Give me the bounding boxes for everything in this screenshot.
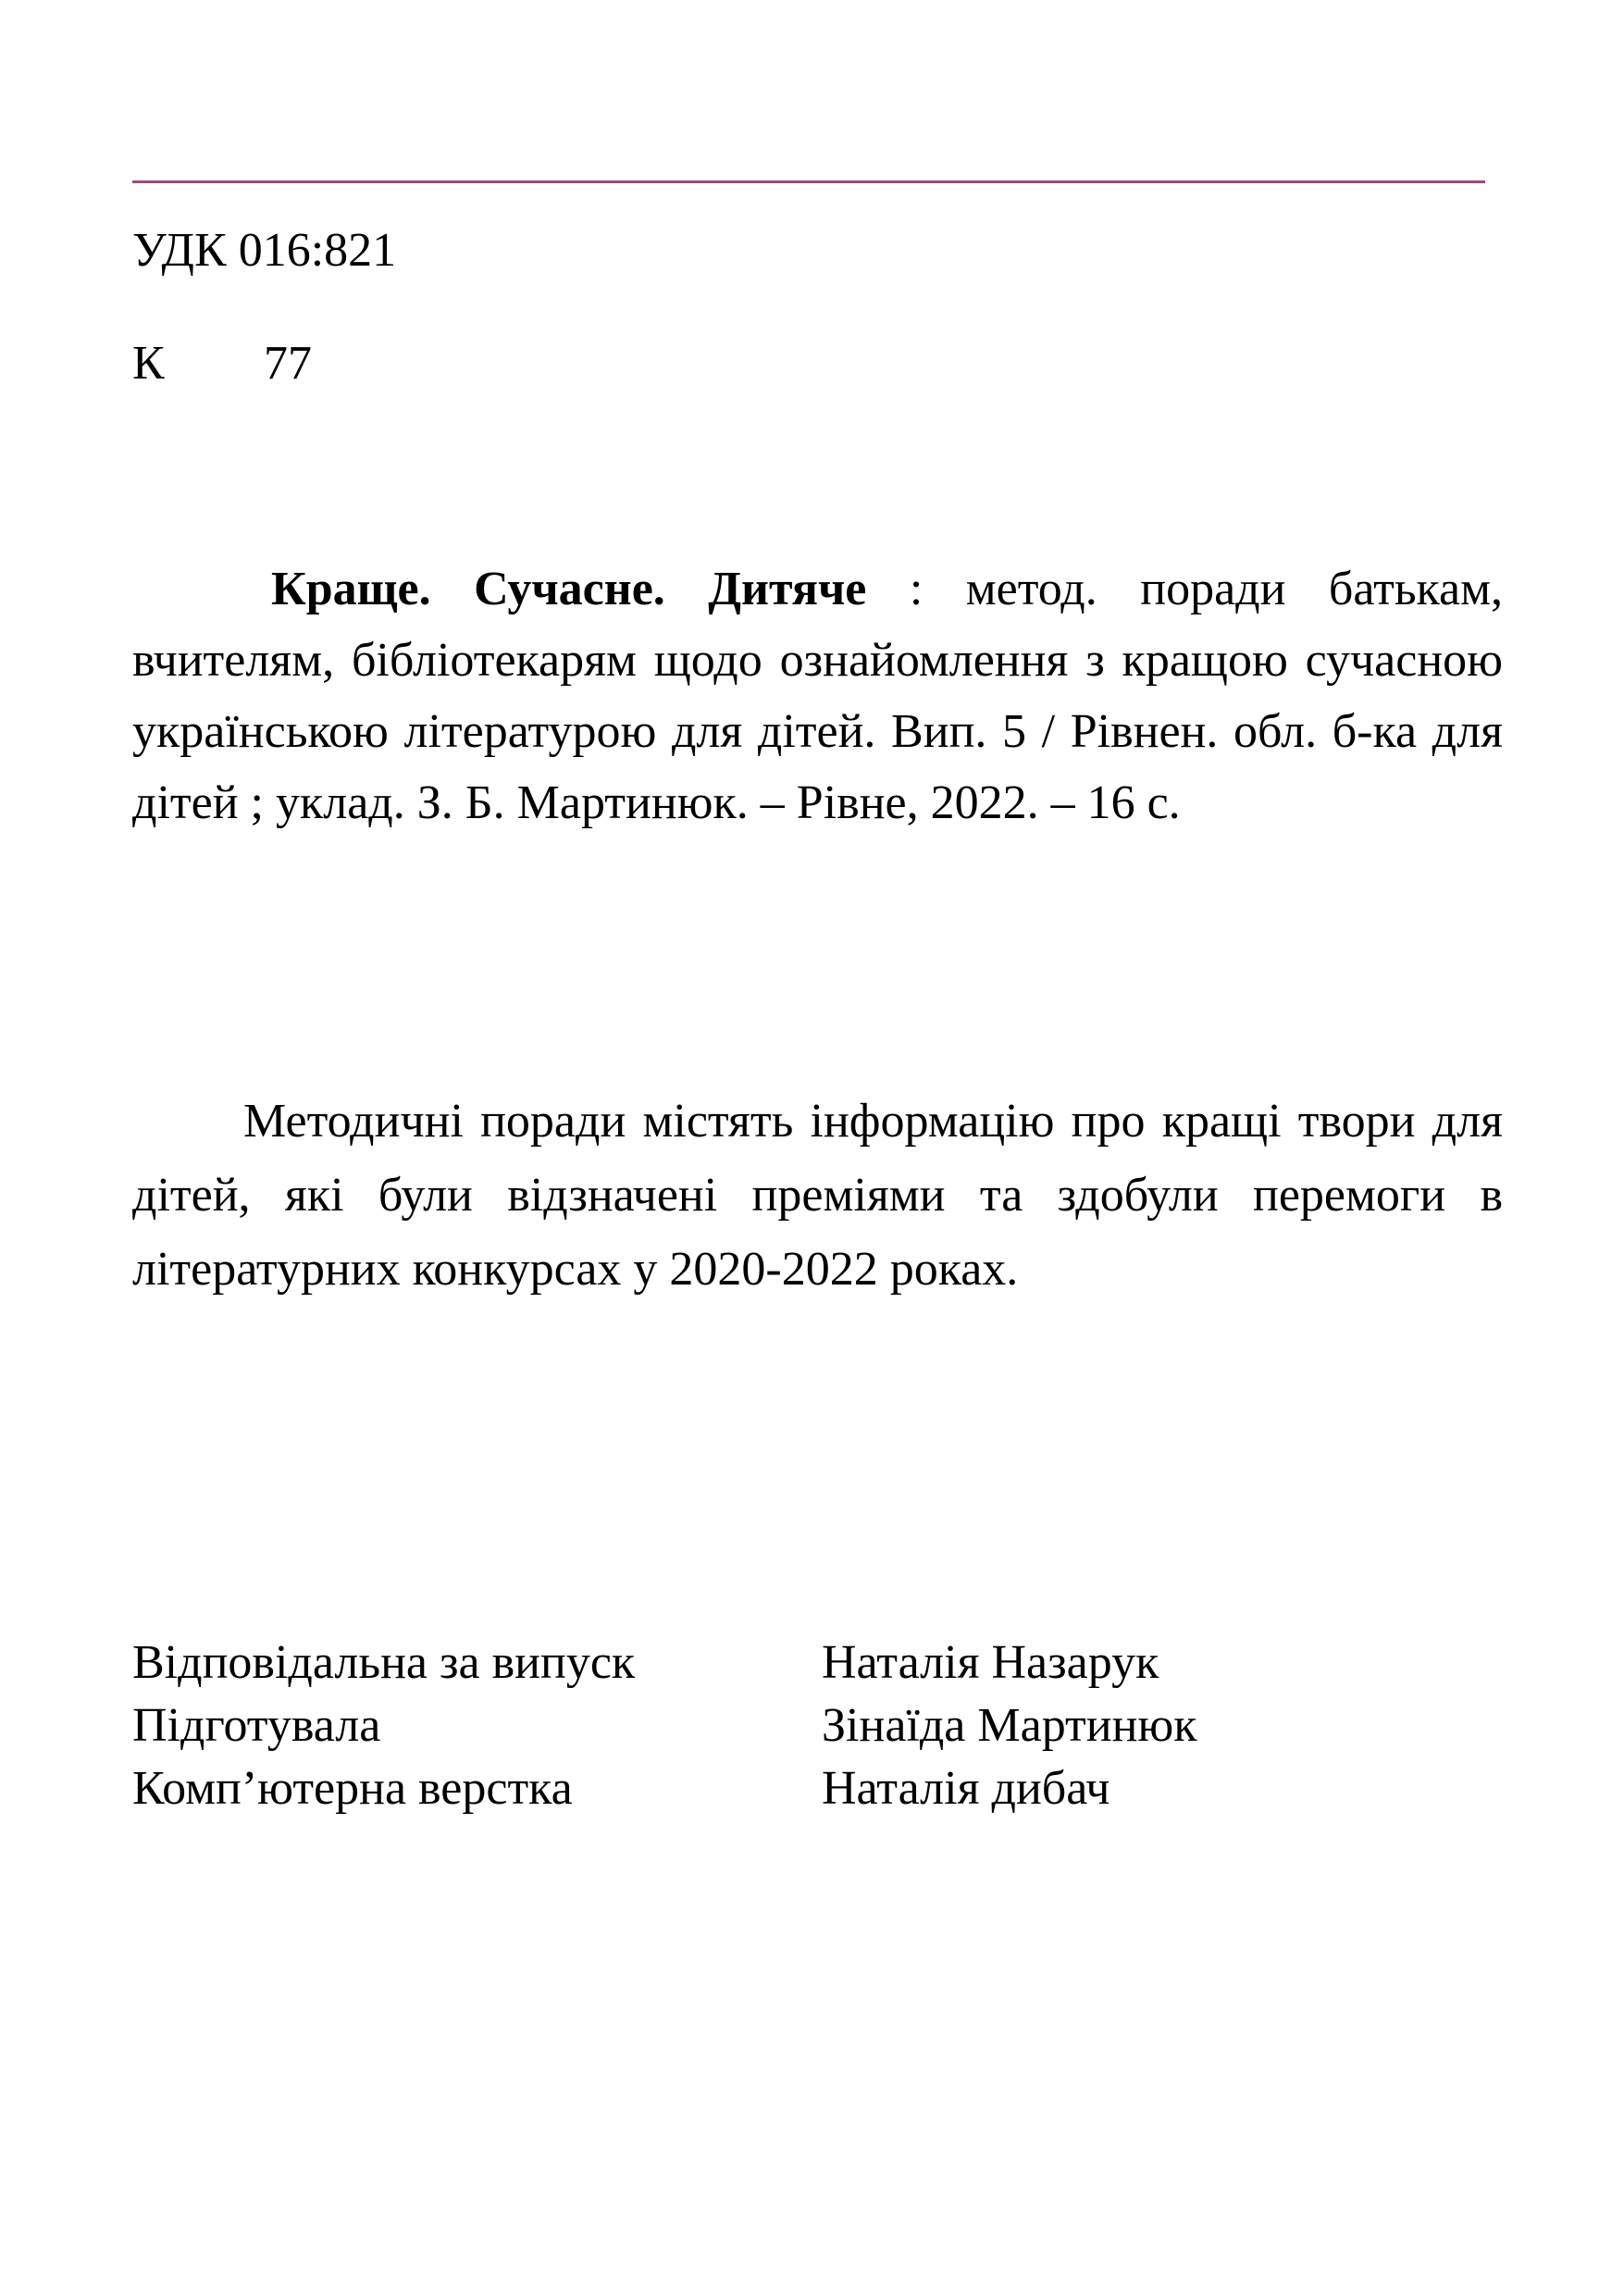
credit-name: Наталія дибач [822, 1762, 1110, 1815]
credit-name: Зінаїда Мартинюк [822, 1699, 1197, 1752]
publication-description: : метод. поради батькам, вчителям, бібліотекарям щодо ознайомлення з кращою сучасною українською літературою для дітей. Вип. 5 / Рівнен. обл. б-ка для дітей ; уклад. З. Б. Мартинюк. – Рівне, 2022. – 16 с. [132, 563, 1503, 829]
author-mark-number: 77 [264, 337, 312, 390]
credit-row [132, 1757, 1197, 1820]
bibliographic-record [132, 553, 1503, 838]
author-mark [132, 335, 312, 392]
credits-block [132, 1632, 1197, 1820]
annotation-paragraph: Методичні поради містять інформацію про кращі твори для дітей, які були відзначені преміями та здобули перемоги в літературних конкурсах у 2020-2022 роках. [132, 1095, 1503, 1296]
author-mark-letter: К [132, 337, 165, 390]
credit-row [132, 1694, 1197, 1757]
credit-role: Комп’ютерна верстка [132, 1762, 573, 1815]
udk-code: УДК 016:821 [132, 224, 397, 277]
credit-row [132, 1632, 1197, 1694]
top-divider-rule [132, 180, 1485, 183]
credit-name: Наталія Назарук [822, 1636, 1159, 1689]
publication-title: Краще. Сучасне. Дитяче [271, 563, 867, 615]
credit-role: Підготувала [132, 1699, 381, 1752]
credit-role: Відповідальна за випуск [132, 1636, 636, 1689]
